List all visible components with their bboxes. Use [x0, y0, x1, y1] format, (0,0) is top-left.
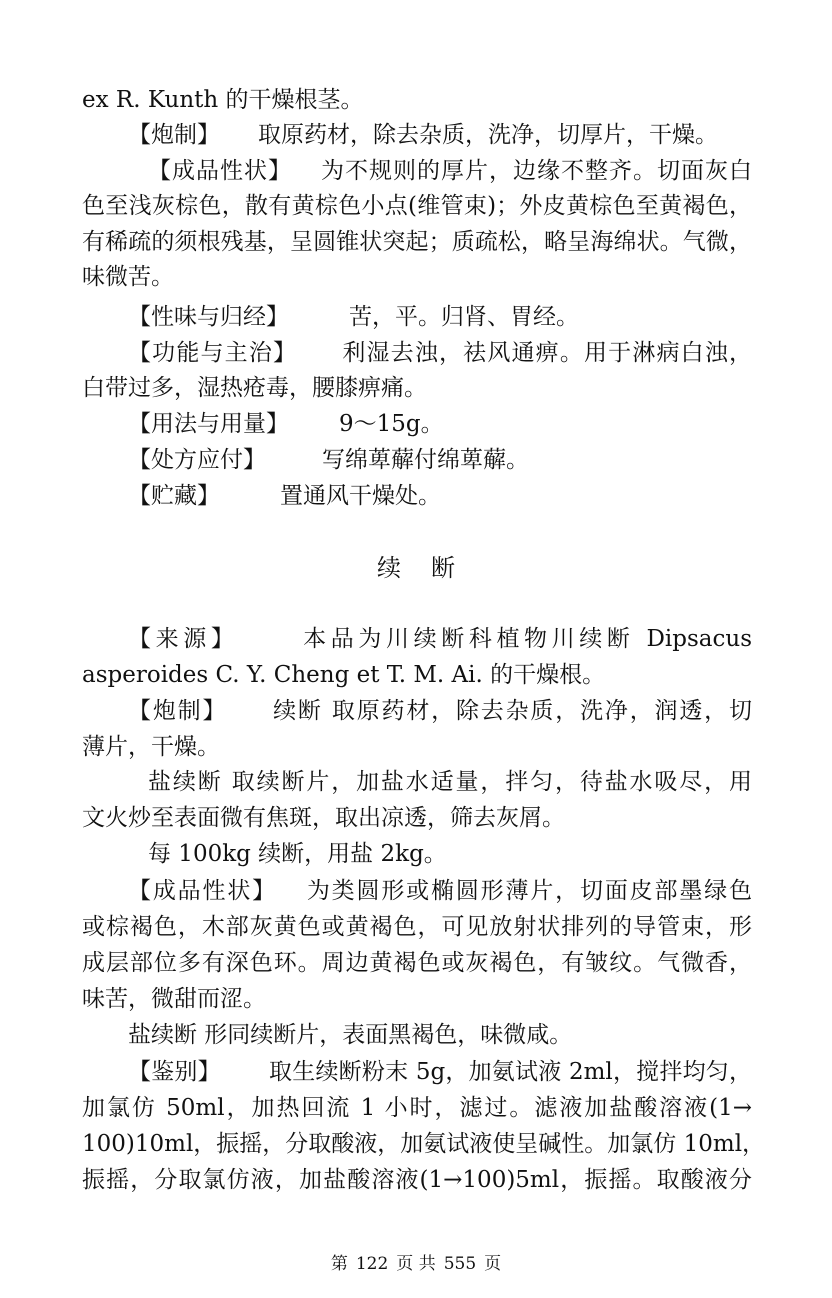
- paragraph-xingzhuang: [128, 876, 752, 906]
- paragraph-yan-xingzhuang: 盐续断 形同续断片，表面黑褐色，味微咸。: [128, 1022, 573, 1048]
- text: 利湿去浊，祛风通痹。用于淋病白浊，: [341, 340, 753, 366]
- text-line: 薄片，干燥。: [82, 734, 220, 760]
- paragraph-paozhi: [128, 696, 752, 726]
- paragraph-laiyuan: [128, 624, 752, 654]
- text-line: 成层部位多有深色环。周边黄褐色或灰褐色，有皱纹。气微香，: [82, 950, 752, 976]
- text: 为不规则的厚片，边缘不整齐。切面灰白: [320, 158, 752, 184]
- section-label: 【贮藏】: [128, 483, 220, 509]
- text-line: 白带过多，湿热疮毒，腰膝痹痛。: [82, 375, 427, 401]
- text-line: 振摇，分取氯仿液，加盐酸溶液(1→100)5ml，振摇。取酸液分: [82, 1167, 752, 1193]
- text-line: 每 100kg 续断，用盐 2kg。: [148, 841, 447, 867]
- paragraph-jianbie: [128, 1057, 752, 1087]
- footer-prefix: 第: [330, 1254, 348, 1274]
- section-label: 【炮制】: [128, 122, 220, 148]
- section-label: 【用法与用量】: [128, 411, 289, 437]
- paragraph-xingzhuang: [148, 156, 752, 186]
- paragraph-paozhi: [128, 120, 752, 150]
- current-page-number: 122: [355, 1254, 389, 1274]
- paragraph-yan-xuduan: 盐续断 取续断片，加盐水适量，拌匀，待盐水吸尽，用: [148, 769, 752, 795]
- section-label: 【处方应付】: [128, 447, 266, 473]
- text: 续断 取原药材，除去杂质，洗净，润透，切: [271, 698, 752, 724]
- entry-title: 续断: [377, 554, 485, 582]
- section-label: 【性味与归经】: [128, 304, 289, 330]
- total-pages: 555: [443, 1254, 477, 1274]
- paragraph-gongneng: [128, 338, 752, 368]
- text-line: asperoides C. Y. Cheng et T. M. Ai. 的干燥根。: [82, 662, 606, 688]
- text: 本品为川续断科植物川续断 Dipsacus: [298, 626, 753, 652]
- text-line: 加氯仿 50ml，加热回流 1 小时，滤过。滤液加盐酸溶液(1→: [82, 1095, 752, 1121]
- section-label: 【鉴别】: [128, 1059, 221, 1085]
- text: 9～15g。: [339, 411, 444, 437]
- footer-suffix: 页: [484, 1254, 502, 1274]
- text: 置通风干燥处。: [280, 483, 441, 509]
- text-line: 味微苦。: [82, 264, 174, 290]
- text-line: 味苦，微甜而涩。: [82, 986, 266, 1012]
- footer-middle: 页 共: [396, 1254, 436, 1274]
- text-line: 有稀疏的须根残基，呈圆锥状突起；质疏松，略呈海绵状。气微，: [82, 229, 752, 255]
- text-line: 100)10ml，振摇，分取酸液，加氨试液使呈碱性。加氯仿 10ml，: [82, 1131, 766, 1157]
- paragraph-xingwei: [128, 302, 752, 332]
- text-line: 色至浅灰棕色，散有黄棕色小点(维管束)；外皮黄棕色至黄褐色，: [82, 193, 752, 219]
- text: 取生续断粉末 5g，加氨试液 2ml，搅拌均匀，: [268, 1059, 753, 1085]
- text-line: 或棕褐色，木部灰黄色或黄褐色，可见放射状排列的导管束，形: [82, 914, 752, 940]
- section-label: 【炮制】: [128, 698, 228, 724]
- text: 写绵萆薢付绵萆薢。: [322, 447, 529, 473]
- text: 苦，平。归肾、胃经。: [349, 304, 579, 330]
- section-label: 【成品性状】: [148, 158, 292, 184]
- text-line: ex R. Kunth 的干燥根茎。: [82, 87, 364, 113]
- text-line: 文火炒至表面微有焦斑，取出凉透，筛去灰屑。: [82, 805, 565, 831]
- text: 取原药材，除去杂质，洗净，切厚片，干燥。: [258, 122, 718, 148]
- paragraph-chufang: [128, 445, 752, 475]
- section-label: 【来源】: [128, 626, 239, 652]
- section-label: 【成品性状】: [128, 878, 277, 904]
- page-footer: [0, 1253, 832, 1275]
- section-label: 【功能与主治】: [128, 340, 298, 366]
- paragraph-zhucang: [128, 481, 752, 511]
- text: 为类圆形或椭圆形薄片，切面皮部墨绿色: [305, 878, 753, 904]
- paragraph-yongfa: [128, 409, 752, 439]
